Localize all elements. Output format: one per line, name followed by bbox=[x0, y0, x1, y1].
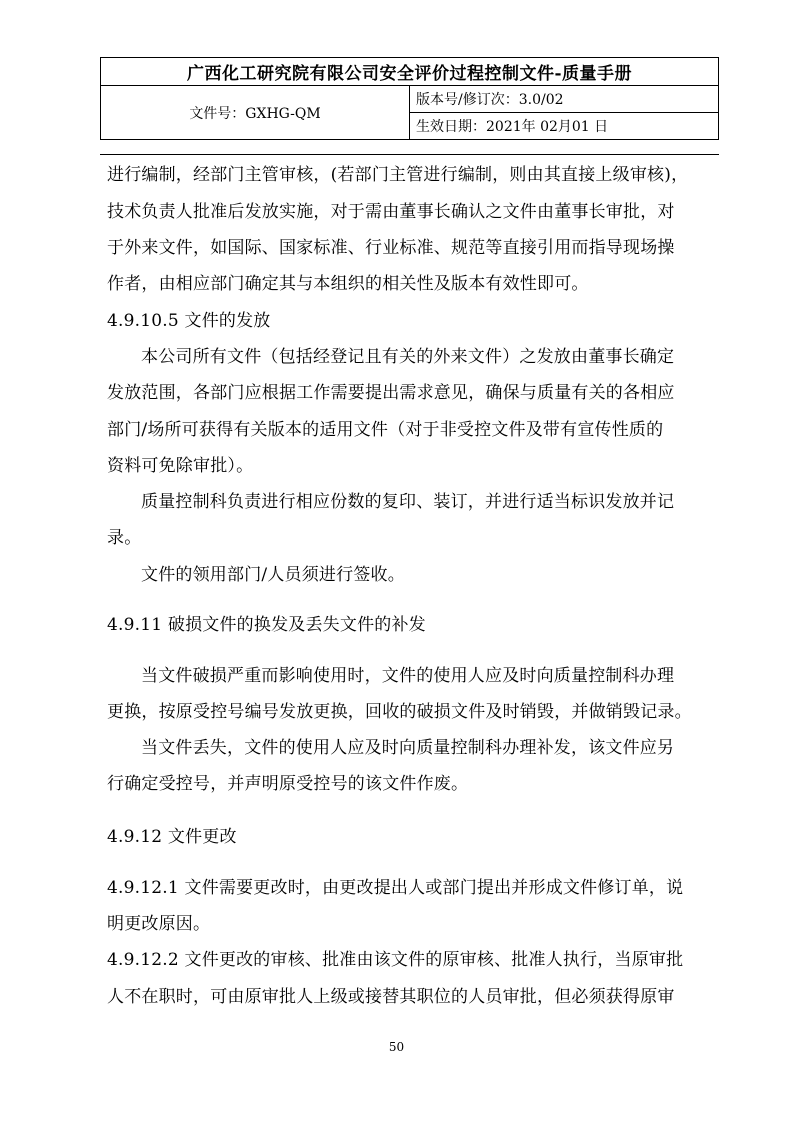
paragraph-line: 4.9.12.2 文件更改的审核、批准由该文件的原审核、批准人执行，当原审批 bbox=[107, 950, 684, 970]
document-number: 文件号：GXHG-QM bbox=[101, 86, 410, 140]
paragraph-line: 进行编制，经部门主管审核，(若部门主管进行编制，则由其直接上级审核)， bbox=[107, 165, 689, 185]
section-heading-4-9-10-5: 4.9.10.5 文件的发放 bbox=[107, 311, 271, 331]
paragraph-line: 部门/场所可获得有关版本的适用文件（对于非受控文件及带有宣传性质的 bbox=[107, 420, 664, 440]
effective-date: 生效日期：2021年 02月01 日 bbox=[410, 113, 719, 140]
document-header-table bbox=[100, 57, 719, 140]
document-title: 广西化工研究院有限公司安全评价过程控制文件-质量手册 bbox=[101, 58, 719, 86]
paragraph-line: 本公司所有文件（包括经登记且有关的外来文件）之发放由董事长确定 bbox=[141, 347, 675, 367]
paragraph-line: 发放范围，各部门应根据工作需要提出需求意见，确保与质量有关的各相应 bbox=[107, 383, 675, 403]
page-number: 50 bbox=[388, 1040, 405, 1054]
paragraph-line: 当文件丢失，文件的使用人应及时向质量控制科办理补发，该文件应另 bbox=[141, 738, 675, 758]
paragraph-line: 资料可免除审批）。 bbox=[107, 456, 254, 476]
revision-number: 版本号/修订次：3.0/02 bbox=[410, 86, 719, 113]
section-heading-4-9-11: 4.9.11 破损文件的换发及丢失文件的补发 bbox=[107, 615, 426, 635]
paragraph-line: 明更改原因。 bbox=[107, 914, 211, 934]
paragraph-line: 文件的领用部门/人员须进行签收。 bbox=[141, 565, 405, 585]
paragraph-line: 于外来文件，如国际、国家标准、行业标准、规范等直接引用而指导现场操 bbox=[107, 238, 675, 258]
paragraph-line: 质量控制科负责进行相应份数的复印、装订，并进行适当标识发放并记 bbox=[141, 492, 675, 512]
paragraph-line: 行确定受控号，并声明原受控号的该文件作废。 bbox=[107, 774, 469, 794]
paragraph-line: 当文件破损严重而影响使用时，文件的使用人应及时向质量控制科办理 bbox=[141, 666, 675, 686]
paragraph-line: 录。 bbox=[107, 528, 142, 548]
section-heading-4-9-12: 4.9.12 文件更改 bbox=[107, 827, 237, 847]
header-divider bbox=[100, 154, 719, 155]
paragraph-line: 人不在职时，可由原审批人上级或接替其职位的人员审批，但必须获得原审 bbox=[107, 987, 675, 1007]
paragraph-line: 技术负责人批准后发放实施，对于需由董事长确认之文件由董事长审批，对 bbox=[107, 202, 675, 222]
paragraph-line: 更换，按原受控号编号发放更换，回收的破损文件及时销毁，并做销毁记录。 bbox=[107, 702, 692, 722]
paragraph-line: 作者，由相应部门确定其与本组织的相关性及版本有效性即可。 bbox=[107, 274, 589, 294]
paragraph-line: 4.9.12.1 文件需要更改时，由更改提出人或部门提出并形成文件修订单，说 bbox=[107, 878, 684, 898]
